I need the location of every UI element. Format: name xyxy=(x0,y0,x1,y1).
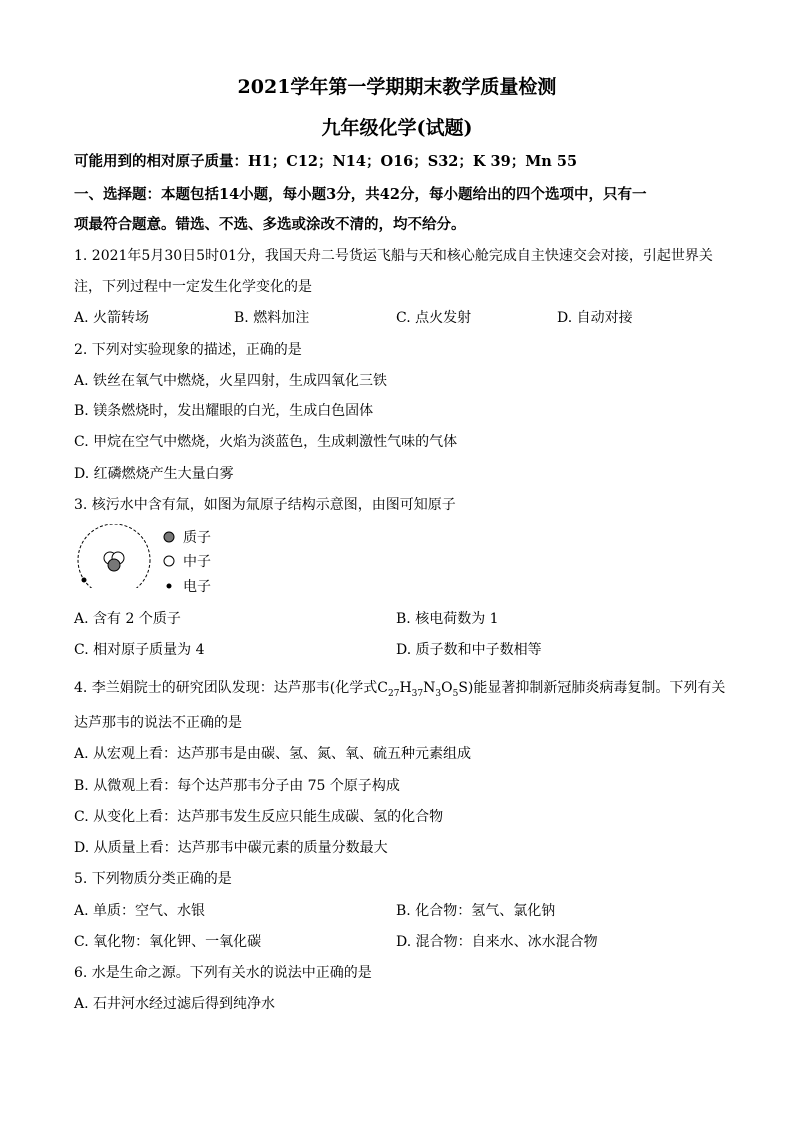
q4-stem-line2: 达芦那韦的说法不正确的是 xyxy=(74,715,242,731)
exam-subtitle: 九年级化学(试题) xyxy=(321,117,473,139)
q3-option-b: B. 核电荷数为 1 xyxy=(396,611,499,627)
tritium-atom-diagram xyxy=(74,524,154,592)
q3-option-a: A. 含有 2 个质子 xyxy=(74,611,181,627)
q2-option-d: D. 红磷燃烧产生大量白雾 xyxy=(74,466,234,482)
legend-neutron-label: 中子 xyxy=(183,554,211,570)
q5-option-b: B. 化合物：氢气、氯化钠 xyxy=(396,903,556,919)
q4-stem-line1: 4. 李兰娟院士的研究团队发现：达芦那韦(化学式$C_{27}H_{37}N_3O_5S$)能显著抑制新冠肺炎病毒复制。下列有关 xyxy=(74,680,726,699)
exam-title: 2021学年第一学期期末教学质量检测 xyxy=(237,76,557,98)
q6-stem: 6. 水是生命之源。下列有关水的说法中正确的是 xyxy=(74,965,372,981)
q5-option-c: C. 氧化物：氧化钾、一氧化碳 xyxy=(74,934,262,950)
q4-option-a: A. 从宏观上看：达芦那韦是由碳、氢、氮、氧、硫五种元素组成 xyxy=(74,746,472,762)
q4-option-c: C. 从变化上看：达芦那韦发生反应只能生成碳、氢的化合物 xyxy=(74,809,444,825)
q5-stem: 5. 下列物质分类正确的是 xyxy=(74,871,232,887)
q5-option-d: D. 混合物：自来水、冰水混合物 xyxy=(396,934,598,950)
legend-neutron xyxy=(163,551,211,571)
q5-option-a: A. 单质：空气、水银 xyxy=(74,903,206,919)
q3-option-c: C. 相对原子质量为 4 xyxy=(74,642,205,658)
q2-option-c: C. 甲烷在空气中燃烧，火焰为淡蓝色，生成刺激性气味的气体 xyxy=(74,434,458,450)
q6-option-a: A. 石井河水经过滤后得到纯净水 xyxy=(74,996,276,1012)
q3-option-d: D. 质子数和中子数相等 xyxy=(396,642,542,658)
section1-instructions-line2: 项最符合题意。错选、不选、多选或涂改不清的，均不给分。 xyxy=(74,216,466,233)
q1-option-b: B. 燃料加注 xyxy=(234,310,310,326)
q4-option-d: D. 从质量上看：达芦那韦中碳元素的质量分数最大 xyxy=(74,840,388,856)
neutron-icon xyxy=(163,555,175,567)
q1-option-a: A. 火箭转场 xyxy=(74,310,150,326)
q1-option-c: C. 点火发射 xyxy=(396,310,472,326)
q1-option-d: D. 自动对接 xyxy=(557,310,633,326)
legend-proton-label: 质子 xyxy=(183,530,211,546)
section1-instructions-line1: 一、选择题：本题包括14小题，每小题3分，共42分，每小题给出的四个选项中，只有一 xyxy=(74,186,647,203)
q2-option-b: B. 镁条燃烧时，发出耀眼的白光，生成白色固体 xyxy=(74,403,374,419)
q2-stem: 2. 下列对实验现象的描述，正确的是 xyxy=(74,342,302,358)
q4-option-b: B. 从微观上看：每个达芦那韦分子由 75 个原子构成 xyxy=(74,778,400,794)
electron-icon xyxy=(163,580,175,592)
q1-stem-line2: 注，下列过程中一定发生化学变化的是 xyxy=(74,279,312,295)
legend-electron xyxy=(163,576,211,596)
legend-electron-label: 电子 xyxy=(183,579,211,595)
q2-option-a: A. 铁丝在氧气中燃烧，火星四射，生成四氧化三铁 xyxy=(74,373,388,389)
legend-proton xyxy=(163,527,211,547)
atomic-masses: 可能用到的相对原子质量：H1；C12；N14；O16；S32；K 39；Mn 55 xyxy=(74,153,578,170)
q3-stem: 3. 核污水中含有氚，如图为氚原子结构示意图，由图可知原子 xyxy=(74,497,456,513)
q1-stem-line1: 1. 2021年5月30日5时01分，我国天舟二号货运飞船与天和核心舱完成自主快速交会对接，引起世界关 xyxy=(74,248,713,264)
proton-icon xyxy=(163,531,175,543)
